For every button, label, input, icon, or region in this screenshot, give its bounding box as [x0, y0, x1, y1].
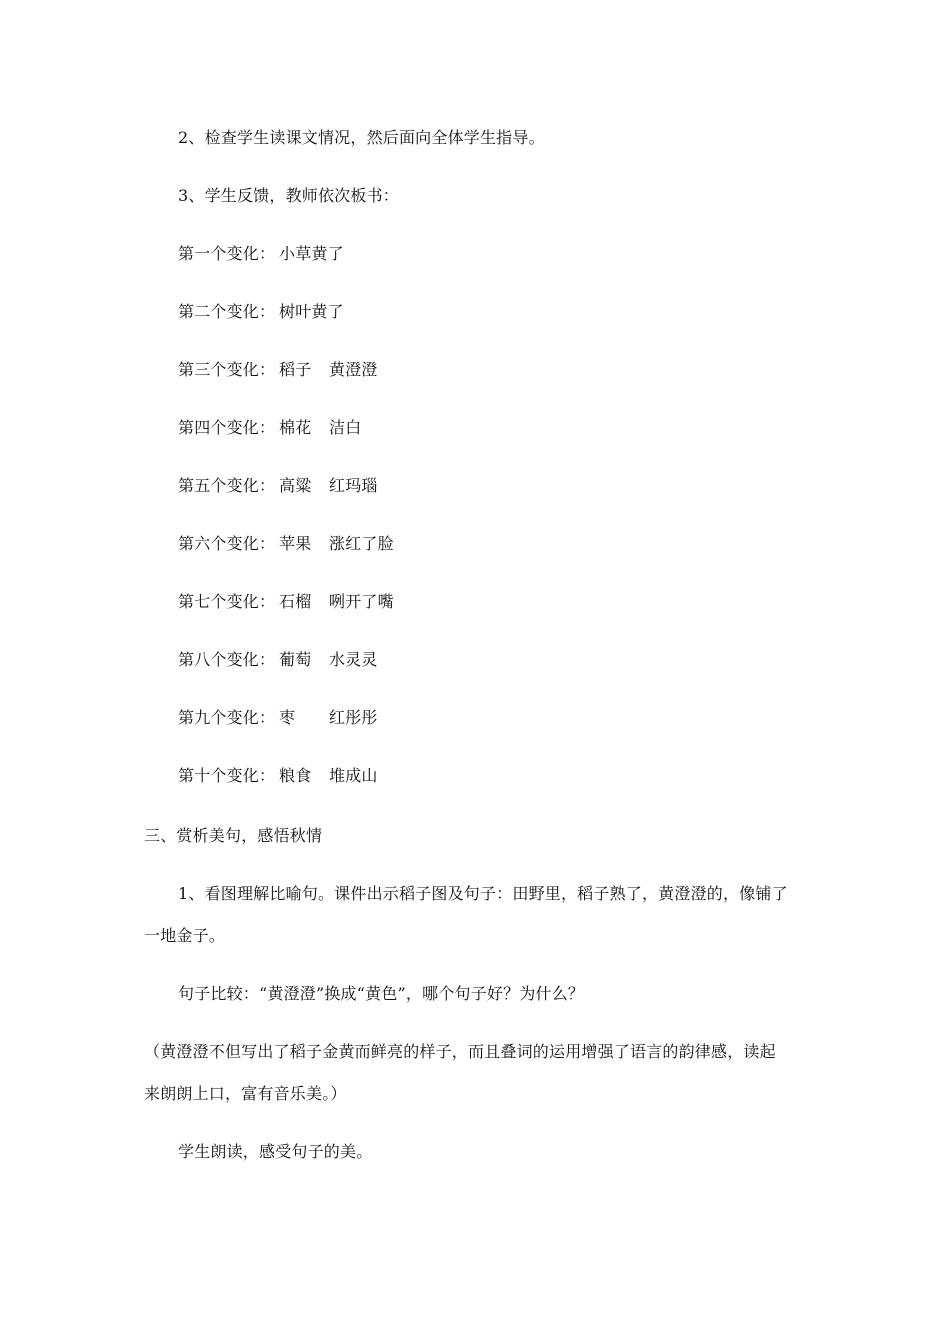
change-row [178, 766, 578, 786]
paragraph-sentence-compare: 句子比较：“黄澄澄”换成“黄色”，哪个句子好？为什么？ [178, 984, 585, 1003]
change-subject: 棉花 [279, 418, 312, 437]
change-label: 第六个变化： [178, 534, 276, 553]
change-row [178, 418, 578, 438]
change-subject: 石榴 [279, 592, 312, 611]
change-row [178, 708, 578, 728]
change-label: 第一个变化： [178, 244, 276, 263]
change-row [178, 534, 578, 554]
paragraph-simile-line-1: 1、看图理解比喻句。课件出示稻子图及句子：田野里，稻子熟了，黄澄澄的，像铺了 [178, 884, 788, 903]
change-subject: 稻子 [279, 360, 312, 379]
change-label: 第二个变化： [178, 302, 276, 321]
change-label: 第三个变化： [178, 360, 276, 379]
change-description: 涨红了脸 [329, 534, 394, 553]
change-subject: 高粱 [279, 476, 312, 495]
change-description: 黄澄澄 [329, 360, 378, 379]
change-description: 堆成山 [329, 766, 378, 785]
paragraph-simile-line-2: 一地金子。 [144, 926, 226, 945]
paragraph-read-aloud: 学生朗读，感受句子的美。 [178, 1142, 373, 1161]
change-label: 第五个变化： [178, 476, 276, 495]
change-row [178, 244, 578, 264]
change-label: 第四个变化： [178, 418, 276, 437]
change-description: 红玛瑙 [329, 476, 378, 495]
paragraph-step-2: 2、检查学生读课文情况，然后面向全体学生指导。 [178, 128, 545, 147]
change-label: 第七个变化： [178, 592, 276, 611]
change-label: 第八个变化： [178, 650, 276, 669]
change-row [178, 360, 578, 380]
change-row [178, 650, 578, 670]
change-description: 水灵灵 [329, 650, 378, 669]
change-subject: 枣 [279, 708, 296, 727]
change-row [178, 592, 578, 612]
change-subject: 小草黄了 [279, 244, 344, 263]
change-label: 第九个变化： [178, 708, 276, 727]
paragraph-step-3: 3、学生反馈，教师依次板书： [178, 186, 399, 205]
change-description: 红彤彤 [329, 708, 378, 727]
change-description: 咧开了嘴 [329, 592, 394, 611]
change-subject: 苹果 [279, 534, 312, 553]
change-subject: 葡萄 [279, 650, 312, 669]
section-heading-3: 三、赏析美句，感悟秋情 [144, 826, 323, 845]
change-row [178, 476, 578, 496]
paragraph-note-line-2: 来朗朗上口，富有音乐美。） [144, 1084, 347, 1103]
change-subject: 树叶黄了 [279, 302, 344, 321]
change-label: 第十个变化： [178, 766, 276, 785]
change-subject: 粮食 [279, 766, 312, 785]
change-row [178, 302, 578, 322]
paragraph-note-line-1: （黄澄澄不但写出了稻子金黄而鲜亮的样子，而且叠词的运用增强了语言的韵律感，读起 [144, 1042, 776, 1061]
change-description: 洁白 [329, 418, 362, 437]
